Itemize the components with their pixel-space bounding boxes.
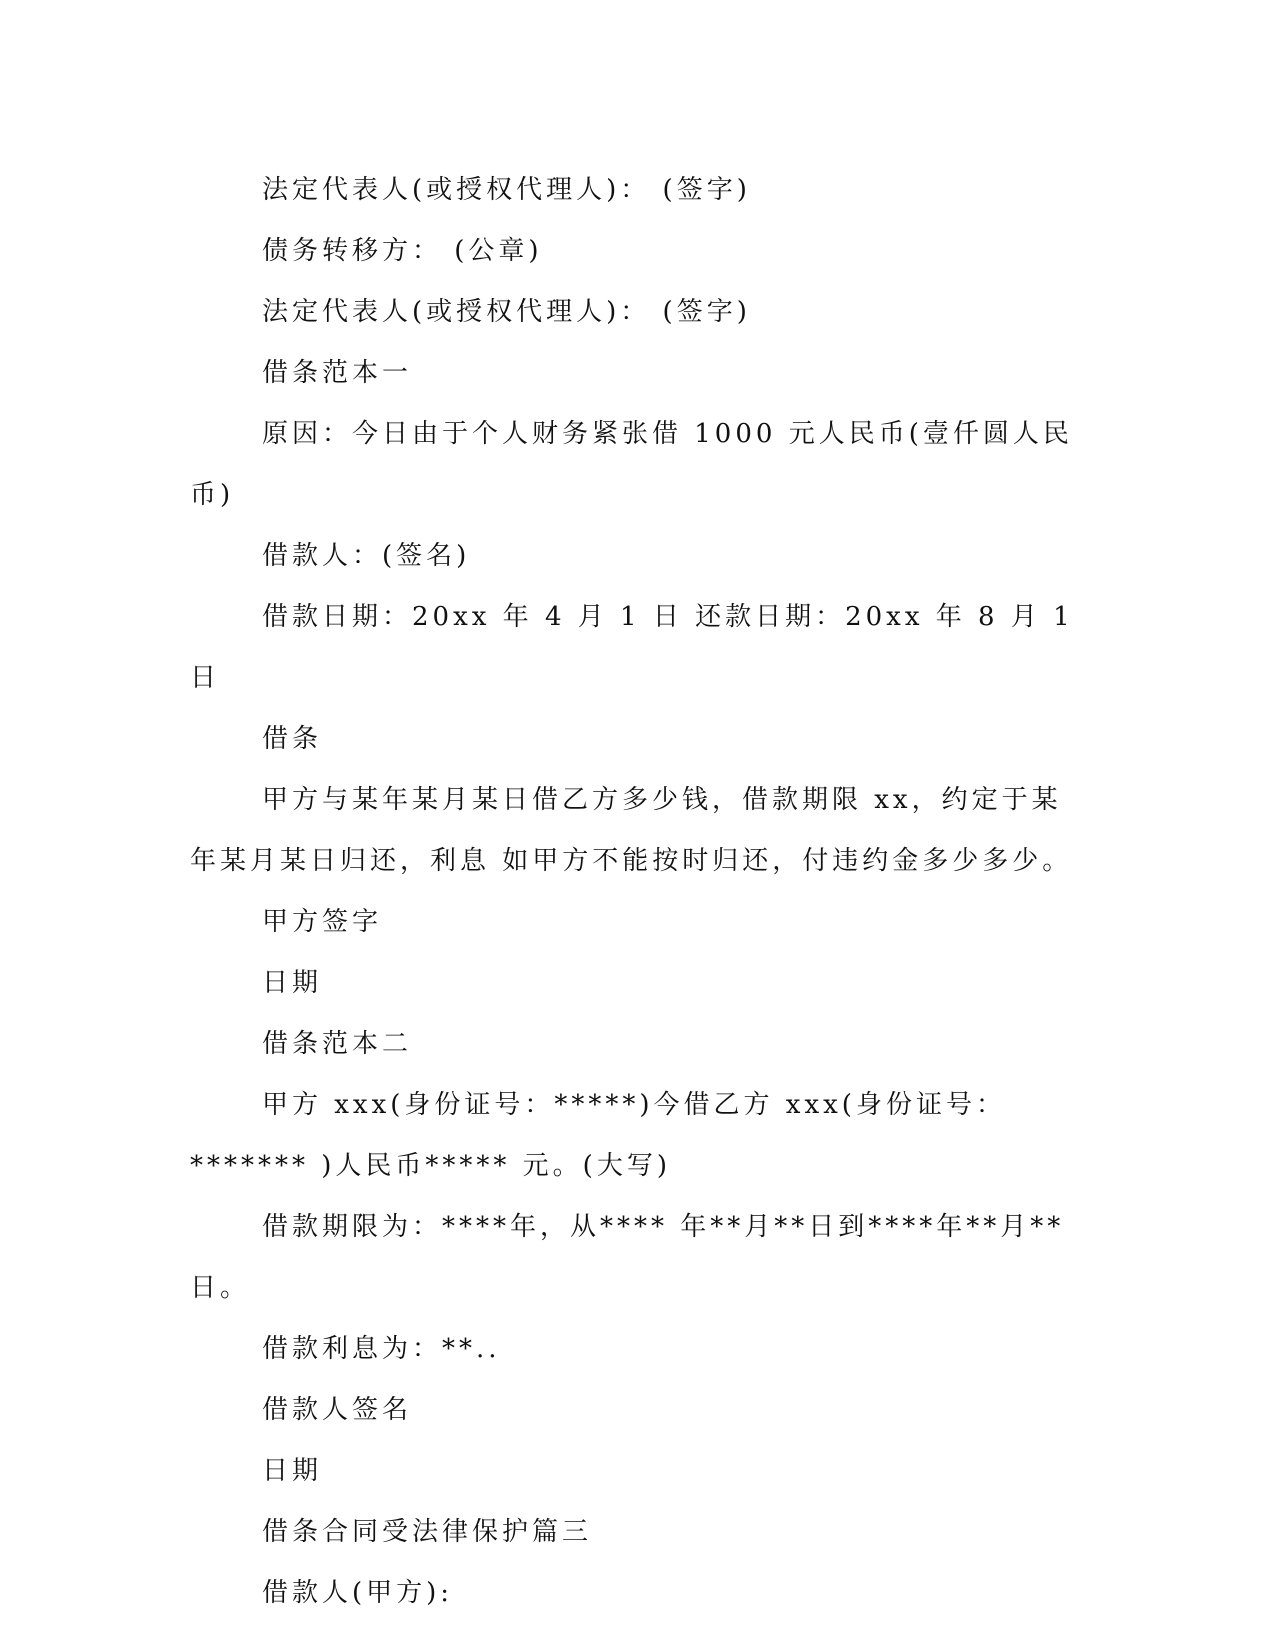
reason-line: 原因：今日由于个人财务紧张借 1000 元人民币(壹仟圆人民币) xyxy=(190,419,1073,510)
section-heading-template-2: 借条范本二 xyxy=(262,1029,413,1059)
date-line: 日期 xyxy=(262,968,323,998)
borrower-party-a-line: 借款人(甲方): xyxy=(262,1578,454,1608)
section-heading-iou: 借条 xyxy=(262,724,323,754)
loan-dates-line: 借款日期：20xx 年 4 月 1 日 还款日期：20xx 年 8 月 1 日 xyxy=(190,602,1086,693)
section-heading-part-3: 借条合同受法律保护篇三 xyxy=(262,1517,593,1547)
debt-transferor-seal-line: 债务转移方： (公章) xyxy=(262,236,543,266)
borrower-signature-line-2: 借款人签名 xyxy=(262,1395,413,1425)
signature-line-legal-rep-2: 法定代表人(或授权代理人)： (签字) xyxy=(262,297,751,327)
borrower-signature-line: 借款人：(签名) xyxy=(262,541,471,571)
loan-interest-line: 借款利息为：**.. xyxy=(262,1334,501,1364)
party-a-signature-line: 甲方签字 xyxy=(262,907,383,937)
signature-line-legal-rep: 法定代表人(或授权代理人)： (签字) xyxy=(262,175,751,205)
section-heading-template-1: 借条范本一 xyxy=(262,358,413,388)
iou-body-paragraph: 甲方与某年某月某日借乙方多少钱，借款期限 xx，约定于某年某月某日归还，利息 如甲方不能按时归还，付违约金多少多少。 xyxy=(190,785,1073,876)
loan-term-line: 借款期限为：****年，从**** 年**月**日到****年**月**日。 xyxy=(190,1212,1065,1303)
template-2-body-paragraph: 甲方 xxx(身份证号：*****)今借乙方 xxx(身份证号：******* )人民币***** 元。(大写) xyxy=(190,1090,1006,1181)
document-body xyxy=(190,160,1090,1624)
date-line-2: 日期 xyxy=(262,1456,323,1486)
